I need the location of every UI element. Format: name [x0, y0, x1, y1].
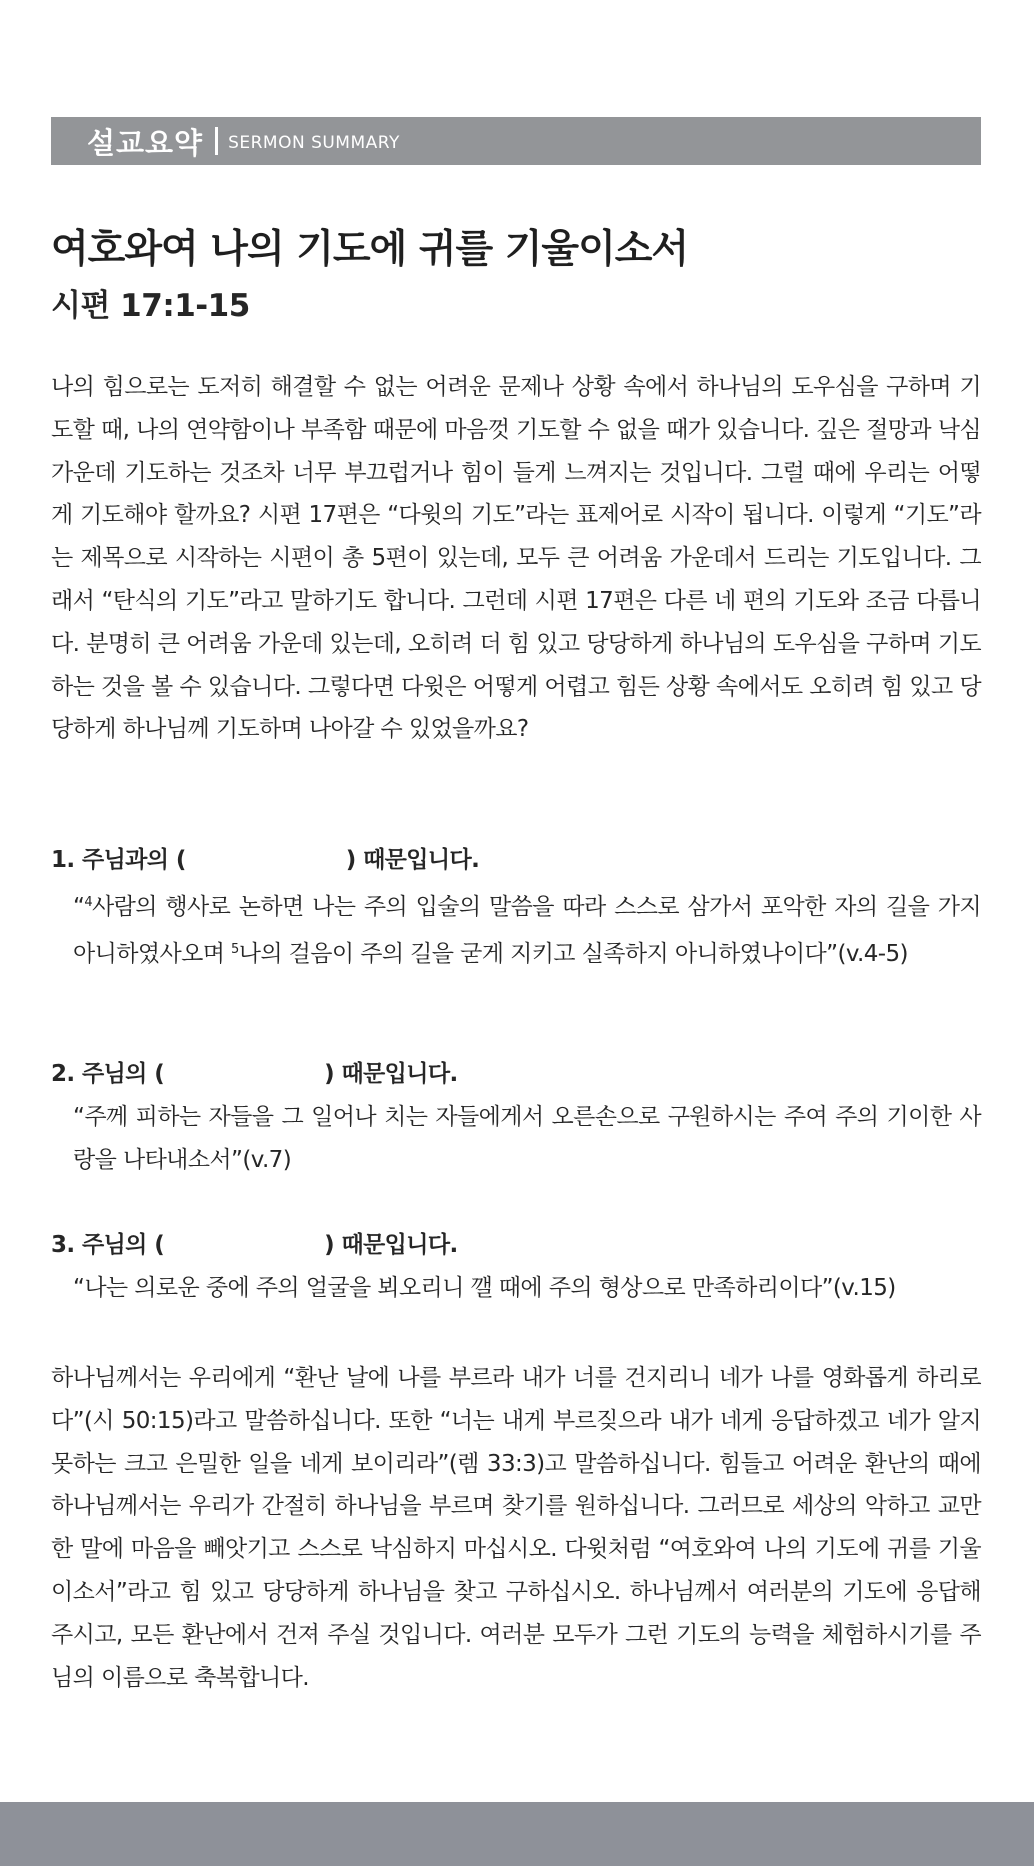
banner-divider [215, 127, 218, 155]
point-1-quote-open: “ [73, 894, 85, 920]
point-1-heading-start: 1. 주님과의 ( [51, 847, 186, 873]
section-banner [51, 117, 981, 165]
footer-bar [0, 1802, 1034, 1866]
verse-number-4: 4 [84, 895, 92, 910]
closing-paragraph: 하나님께서는 우리에게 “환난 날에 나를 부르라 내가 너를 건지리니 네가 나를 영화롭게 하리로다”(시 50:15)라고 말씀하십니다. 또한 “너는 내게 부르짖으라 내가 네게 응답하겠고 네가 알지 못하는 크고 은밀한 일을 네게 보이리라”(렘 33:3)고 말씀하십니다. 힘들고 어려운 환난의 때에 하나님께서는 우리가 간절히 하나님을 부르며 찾기를 원하십니다. 그러므로 세상의 악하고 교만한 말에 마음을 빼앗기고 스스로 낙심하지 마십시오. 다윗처럼 “여호와여 나의 기도에 귀를 기울이소서”라고 힘 있고 당당하게 하나님을 찾고 구하십시오. 하나님께서 여러분의 기도에 응답해 주시고, 모든 환난에서 건져 주실 것입니다. 여러분 모두가 그런 기도의 능력을 체험하시기를 주님의 이름으로 축복합니다. [51, 1365, 981, 1691]
point-3-heading [51, 1226, 458, 1259]
point-1-heading [51, 841, 479, 874]
sermon-title: 여호와여 나의 기도에 귀를 기울이소서 [51, 227, 689, 272]
point-2-quote: “주께 피하는 자들을 그 일어나 치는 자들에게서 오른손으로 구원하시는 주여 주의 기이한 사랑을 나타내소서”(v.7) [73, 1104, 981, 1173]
verse-number-5: 5 [231, 941, 239, 957]
scripture-reference: 시편 17:1-15 [51, 288, 250, 324]
banner-title-english: SERMON SUMMARY [228, 132, 400, 153]
point-1-quote [73, 882, 981, 976]
point-1-quote-part-2: 나의 걸음이 주의 길을 굳게 지키고 실족하지 아니하였나이다”(v.4-5) [238, 940, 908, 967]
point-2-heading [51, 1055, 458, 1088]
point-2-heading-start: 2. 주님의 ( [51, 1061, 165, 1087]
point-1-heading-end: ) 때문입니다. [345, 847, 480, 873]
banner-title-korean: 설교요약 [87, 125, 204, 160]
point-3-heading-end: ) 때문입니다. [324, 1232, 458, 1258]
intro-paragraph: 나의 힘으로는 도저히 해결할 수 없는 어려운 문제나 상황 속에서 하나님의 도우심을 구하며 기도할 때, 나의 연약함이나 부족함 때문에 마음껏 기도할 수 없을 때가 있습니다. 깊은 절망과 낙심 가운데 기도하는 것조차 너무 부끄럽거나 힘이 들게 느껴지는 것입니다. 그럴 때에 우리는 어떻게 기도해야 할까요? 시편 17편은 “다윗의 기도”라는 표제어로 시작이 됩니다. 이렇게 “기도”라는 제목으로 시작하는 시편이 총 5편이 있는데, 모두 큰 어려움 가운데서 드리는 기도입니다. 그래서 “탄식의 기도”라고 말하기도 합니다. 그런데 시편 17편은 다른 네 편의 기도와 조금 다릅니다. 분명히 큰 어려움 가운데 있는데, 오히려 더 힘 있고 당당하게 하나님의 도우심을 구하며 기도하는 것을 볼 수 있습니다. 그렇다면 다윗은 어떻게 어렵고 힘든 상황 속에서도 오히려 힘 있고 당당하게 하나님께 기도하며 나아갈 수 있었을까요? [51, 374, 981, 743]
point-3-quote: “나는 의로운 중에 주의 얼굴을 뵈오리니 깰 때에 주의 형상으로 만족하리이다”(v.15) [73, 1275, 896, 1301]
point-2-heading-end: ) 때문입니다. [324, 1061, 458, 1087]
point-3-heading-start: 3. 주님의 ( [51, 1232, 165, 1258]
point-1-quote-part-1: 사람의 행사로 논하면 나는 주의 입술의 말씀을 따라 스스로 삼가서 포악한 자의 길을 가지 아니하였사오며 [73, 894, 981, 967]
